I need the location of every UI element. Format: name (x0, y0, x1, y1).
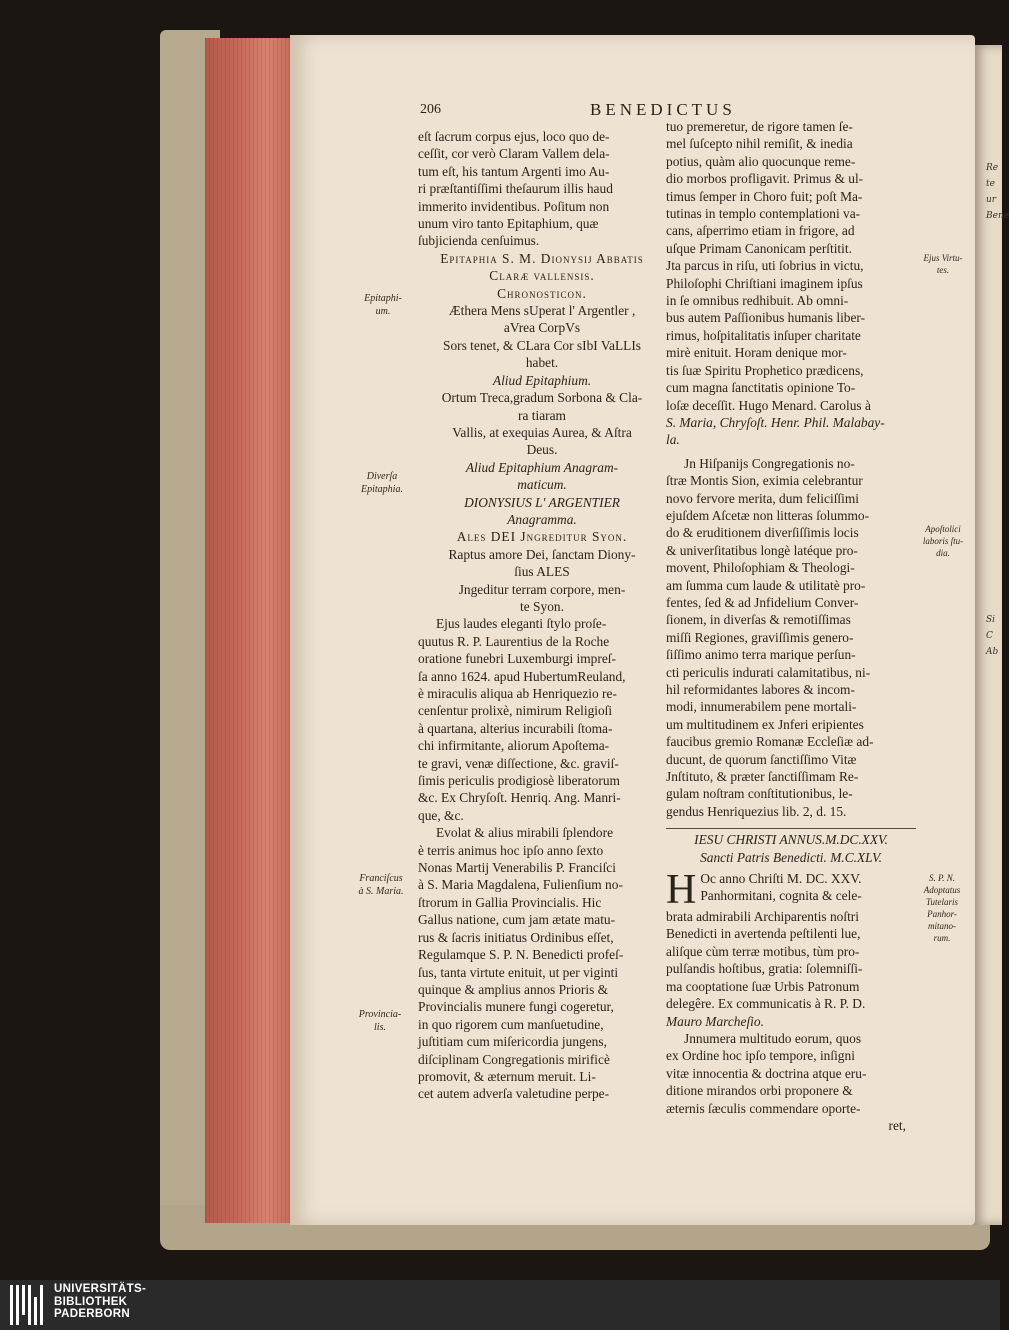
text-line: do & eruditionem diverſiſſimis locis (666, 525, 859, 541)
text-line: ejuſdem Aſcetæ non litteras ſolummo- (666, 507, 870, 523)
text-line: movent, Philoſophiam & Theologi- (666, 560, 855, 576)
facing-page-note: Bene (986, 211, 1009, 221)
text-line: mirè enituit. Horam denique mor- (666, 345, 847, 361)
text-line: diſciplinam Congregationis mirificè (418, 1051, 610, 1067)
text-line: ceſſit, cor verò Claram Vallem dela- (418, 146, 610, 162)
margin-note-franciscus: Franciſcus à S. Maria. (358, 873, 404, 897)
facing-page-note: te (986, 179, 995, 189)
margin-note-provincialis: Provincia- lis. (358, 1009, 402, 1033)
text-line: bus autem Paſſionibus humanis liber- (666, 310, 866, 326)
text-line: aliſque cùm terræ motibus, tùm pro- (666, 943, 860, 959)
facing-page-note: Si (986, 615, 996, 625)
text-line: Jn Hiſpanijs Congregationis no- (684, 455, 855, 471)
verse-line: ra tiaram (518, 407, 566, 423)
verse-line: Sors tenet, & CLara Cor sIbI VaLLIs (443, 337, 641, 353)
text-line: quutus R. P. Laurentius de la Roche (418, 633, 610, 649)
text-line: Provincialis munere fungi cogeretur, (418, 999, 614, 1015)
text-line: ſimis periculis prodigiosè liberatorum (418, 773, 620, 789)
right-column (666, 118, 916, 1134)
text-line: Jnnumera multitudo eorum, quos (684, 1030, 862, 1046)
text-line: fentes, ſed & ad Jnfidelium Conver- (666, 594, 859, 610)
text-line: tum eſt, his tantum Argenti imo Au- (418, 163, 610, 179)
text-line: hil reformidantes labores & incom- (666, 682, 855, 697)
text-line: Mauro Marcheſio. (666, 1013, 764, 1029)
epitaph-heading: Chronosticon. (497, 285, 587, 301)
text-line: Oc anno Chriſti M. DC. XXV. (700, 871, 862, 887)
running-title: BENEDICTUS (590, 100, 736, 119)
text-line: dio morbos profligavit. Primus & ul- (666, 171, 864, 187)
text-line: rimus, hoſpitalitatis inſuper charitate (666, 327, 861, 343)
text-line: ſubjicienda cenſuimus. (418, 233, 540, 249)
text-line: timus ſemper in Choro fuit; poſt Ma- (666, 188, 863, 204)
text-line: mel ſuſcepto nihil remiſit, & inedia (666, 136, 853, 152)
text-line: immerito invidentibus. Poſitum non (418, 198, 610, 214)
catchword: ret, (888, 1117, 906, 1133)
text-line: ſiſſimo animo terra marique perſun- (666, 647, 856, 663)
library-logo-icon (10, 1283, 50, 1327)
epitaph-heading: Aliud Epitaphium. (492, 372, 592, 388)
margin-note-apostolici: Apoſtolici laboris ſtu- dia. (922, 524, 964, 558)
text-line: cet autem adverſa valetudine perpe- (418, 1086, 610, 1102)
verse-line: Jngeditur terram corpore, men- (458, 581, 626, 597)
text-line: Regulamque S. P. N. Benedicti profeſ- (418, 947, 624, 963)
facing-page-note: ur (986, 195, 997, 205)
facing-page-note: Re (986, 163, 999, 173)
epitaph-heading: Aliud Epitaphium Anagram- (465, 459, 619, 475)
epitaph-heading: maticum. (517, 477, 567, 493)
drop-cap: H (666, 867, 697, 914)
text-line: Philoſophi Chriſtiani imaginem ipſus (666, 275, 863, 291)
text-line: ducunt, de quorum ſanctiſſimo Vitæ (666, 751, 857, 767)
facing-page-note: Ab (986, 647, 999, 657)
text-line: novo fervore merita, dum feliciſſimi (666, 490, 859, 506)
text-line: modi, innumerabilem pene mortali- (666, 699, 857, 715)
text-line: Jnſtituto, & præter ſanctiſſimam Re- (666, 769, 859, 785)
year-heading: IESU CHRISTI ANNUS.M.DC.XXV. (666, 828, 916, 848)
left-column (418, 128, 666, 1103)
page-number: 206 (420, 102, 441, 117)
text-line: cum magna ſanctitatis opinione To- (666, 380, 856, 396)
text-line: ſus, tanta virtute enituit, ut per viginti (418, 964, 619, 980)
text-line: delegêre. Ex communicatis à R. P. D. (666, 996, 866, 1012)
text-line: potius, quàm alio quocunque reme- (666, 153, 856, 169)
text-line: & univerſitatibus longè latéque pro- (666, 542, 858, 558)
text-line: faucibus gremio Romanæ Eccleſiæ ad- (666, 734, 874, 750)
text-line: loſæ deceſſit. Hugo Menard. Carolus à (666, 397, 871, 413)
text-line: S. Maria, Chryſoſt. Henr. Phil. Malabay- (666, 414, 885, 430)
verse-line: ſius ALES (514, 564, 570, 580)
text-line: tis ſuæ Spiritu Prophetico prædicens, (666, 362, 864, 378)
text-line: è terris animus hoc ipſo anno ſexto (418, 842, 604, 858)
facing-page-note: C (986, 631, 993, 641)
text-line: brata admirabili Archiparentis noſtri (666, 909, 859, 925)
text-line: rus & ſacris initiatus Ordinibus eſſet, (418, 929, 614, 945)
text-line: pulſandis hoſtibus, gratia: ſolemniſſi- (666, 961, 863, 977)
text-line: in quo rigorem cum manſuetudine, (418, 1016, 604, 1032)
text-line: à quartana, alterius incurabili ſtoma- (418, 720, 613, 736)
text-line: ex Ordine hoc ipſo tempore, inſigni (666, 1048, 855, 1064)
text-line: Benedicti in avertenda peſtilenti lue, (666, 926, 861, 942)
text-line: am ſumma cum laude & utilitatè pro- (666, 577, 866, 593)
text-line: à S. Maria Magdalena, Fulienſium no- (418, 877, 623, 893)
text-line: oratione funebri Luxemburgi impreſ- (418, 651, 616, 667)
text-line: Nonas Martij Venerabilis P. Franciſci (418, 860, 616, 876)
text-line: vitæ innocentia & doctrina atque eru- (666, 1065, 867, 1081)
epitaph-heading: Anagramma. (507, 511, 577, 527)
text-line: Evolat & alius mirabili ſplendore (436, 825, 614, 841)
text-line: uſque Primam Canonicam perſtitit. (666, 240, 852, 256)
text-line: cans, aſperrimo etiam in frigore, ad (666, 223, 855, 239)
text-line: gendus Henriquezius lib. 2, d. 15. (666, 803, 847, 819)
text-line: tutinas in templo contemplationi va- (666, 206, 861, 222)
text-line: chi infirmitante, aliorum Apoſtema- (418, 738, 610, 754)
text-line: gulam noſtram conſtitutionibus, le- (666, 786, 853, 802)
text-line: è miraculis aliqua ab Henriquezio re- (418, 686, 617, 701)
text-line: quinque & amplius annos Prioris & (418, 981, 609, 997)
text-line: Jta parcus in riſu, uti ſobrius in victu, (666, 258, 864, 274)
text-line: tuo premeretur, de rigore tamen ſe- (666, 119, 853, 134)
text-line: miſſi Regiones, graviſſimis genero- (666, 629, 854, 645)
text-line: &c. Ex Chryſoſt. Henriq. Ang. Manri- (418, 790, 621, 806)
verse-line: Ales DEI Jngreditur Syon. (456, 529, 628, 545)
text-line: unum viro tanto Epitaphium, quæ (418, 216, 599, 232)
text-line: Gallus natione, cum jam ætate matu- (418, 912, 616, 928)
text-line: Ejus laudes eleganti ſtylo proſe- (436, 616, 607, 632)
margin-note-adoptatus: S. P. N. Adoptatus Tutelaris Panhor- mitano- rum. (923, 873, 961, 943)
text-line: um multitudinem ex Jnferi eripientes (666, 716, 864, 732)
verse-line: aVrea CorpVs (503, 320, 581, 336)
anagram-name: DIONYSIUS L' ARGENTIER (464, 494, 620, 510)
margin-note-diversa: Diverſa Epitaphia. (361, 471, 403, 495)
text-line: que, &c. (418, 807, 464, 823)
verse-line: habet. (525, 355, 559, 371)
verse-line: Ortum Treca,gradum Sorbona & Cla- (441, 390, 643, 406)
text-line: ſa anno 1624. apud HubertumReuland, (418, 668, 626, 684)
text-line: æternis ſæculis commendare oporte- (666, 1100, 861, 1116)
text-line: ma cooptatione ſuæ Urbis Patronum (666, 978, 860, 994)
verse-line: Vallis, at exequias Aurea, & Aſtra (452, 424, 632, 440)
verse-line: Raptus amore Dei, ſanctam Diony- (448, 546, 636, 562)
year-heading: Sancti Patris Benedicti. M.C.XLV. (700, 849, 882, 865)
text-line: te gravi, venæ diſſectione, &c. graviſ- (418, 755, 619, 771)
text-line: ſtræ Montis Sion, eximia celebrantur (666, 473, 863, 489)
epitaph-heading: Epitaphia S. M. Dionysij Abbatis (440, 250, 644, 266)
text-line: cenſentur prolixè, nimirum Religioſi (418, 703, 613, 719)
text-line: eſt ſacrum corpus ejus, loco quo de- (418, 129, 610, 144)
epitaph-heading: Claræ vallensis. (489, 268, 595, 284)
text-line: ſionem, in diverſas & remotiſſimas (666, 612, 851, 628)
text-line: cti periculis indurati calamitatibus, ni- (666, 664, 871, 680)
text-line: Panhormitani, cognita & cele- (700, 888, 862, 904)
library-name: UNIVERSITÄTS- BIBLIOTHEK PADERBORN (54, 1283, 147, 1320)
text-line: promovit, & æternum meruit. Li- (418, 1068, 596, 1084)
verse-line: Æthera Mens sUperat l' Argentler , (448, 303, 636, 319)
margin-note-epitaphium: Epitaphi- um. (364, 293, 402, 317)
library-footer (0, 1280, 1000, 1330)
margin-note-virtutes: Ejus Virtu- tes. (923, 253, 963, 275)
verse-line: Deus. (526, 442, 558, 458)
text-line: la. (666, 432, 680, 448)
text-line: ditione mirandos orbi proponere & (666, 1083, 853, 1099)
text-line: ri præſtantiſſimi theſaurum illis haud (418, 181, 613, 197)
verse-line: te Syon. (520, 598, 564, 614)
text-line: juſtitiam cum miſericordia jungens, (418, 1034, 607, 1050)
text-line: ſtrorum in Gallia Provincialis. Hic (418, 894, 602, 910)
text-line: in ſe omnibus redhibuit. Ab omni- (666, 293, 849, 309)
